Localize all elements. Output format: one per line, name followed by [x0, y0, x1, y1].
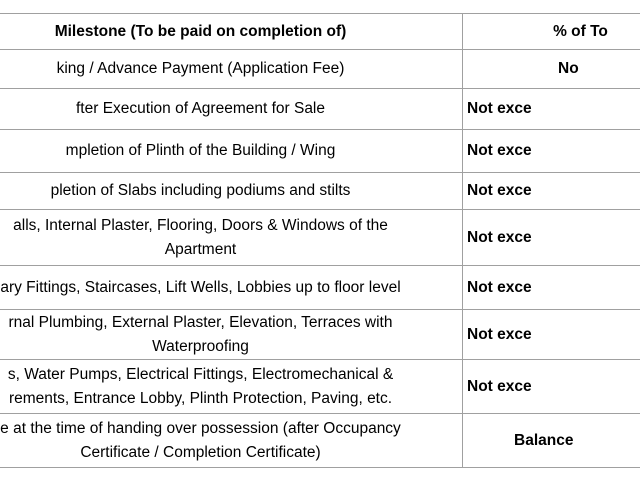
milestone-text: Apartment — [164, 240, 237, 258]
milestone-cell — [0, 414, 463, 468]
milestone-cell — [0, 50, 463, 89]
milestone-cell — [0, 89, 463, 130]
milestone-text: mpletion of Plinth of the Building / Wing — [65, 142, 336, 159]
milestone-text: e at the time of handing over possession (after Occupancy — [0, 419, 401, 437]
milestone-text: king / Advance Payment (Application Fee) — [56, 60, 345, 77]
table-row — [0, 210, 640, 266]
milestone-cell — [0, 173, 463, 210]
milestone-text: Waterproofing — [152, 337, 249, 355]
milestone-cell — [0, 310, 463, 360]
percent-column-header: % of To — [463, 14, 640, 50]
milestone-column-header: Milestone (To be paid on completion of) — [0, 14, 463, 50]
milestone-cell — [0, 210, 463, 266]
percent-cell: Balance — [463, 414, 640, 468]
percent-cell: No — [463, 50, 640, 89]
percent-cell: Not exce — [463, 89, 640, 130]
table-row — [0, 414, 640, 468]
milestone-text: fter Execution of Agreement for Sale — [76, 100, 325, 117]
milestone-text: pletion of Slabs including podiums and stilts — [50, 182, 351, 199]
milestone-cell — [0, 130, 463, 173]
table-row — [0, 130, 640, 173]
table-row — [0, 360, 640, 414]
table-row — [0, 173, 640, 210]
table-header-row — [0, 14, 640, 50]
milestone-text: Certificate / Completion Certificate) — [80, 443, 321, 461]
milestone-text: rnal Plumbing, External Plaster, Elevation, Terraces with — [8, 313, 393, 331]
milestone-text: rements, Entrance Lobby, Plinth Protection, Paving, etc. — [8, 389, 393, 407]
percent-cell: Not exce — [463, 130, 640, 173]
milestone-cell — [0, 360, 463, 414]
table-row — [0, 266, 640, 310]
milestone-text: s, Water Pumps, Electrical Fittings, Electromechanical & — [7, 365, 394, 383]
percent-cell: Not exce — [463, 360, 640, 414]
percent-cell: Not exce — [463, 266, 640, 310]
table-row — [0, 310, 640, 360]
milestone-text: ary Fittings, Staircases, Lift Wells, Lobbies up to floor level — [0, 278, 401, 296]
percent-cell: Not exce — [463, 210, 640, 266]
milestone-cell — [0, 266, 463, 310]
payment-milestone-table — [0, 13, 640, 468]
table-row — [0, 50, 640, 89]
percent-cell: Not exce — [463, 310, 640, 360]
percent-cell: Not exce — [463, 173, 640, 210]
milestone-text: alls, Internal Plaster, Flooring, Doors & Windows of the — [13, 216, 388, 234]
table-row — [0, 89, 640, 130]
